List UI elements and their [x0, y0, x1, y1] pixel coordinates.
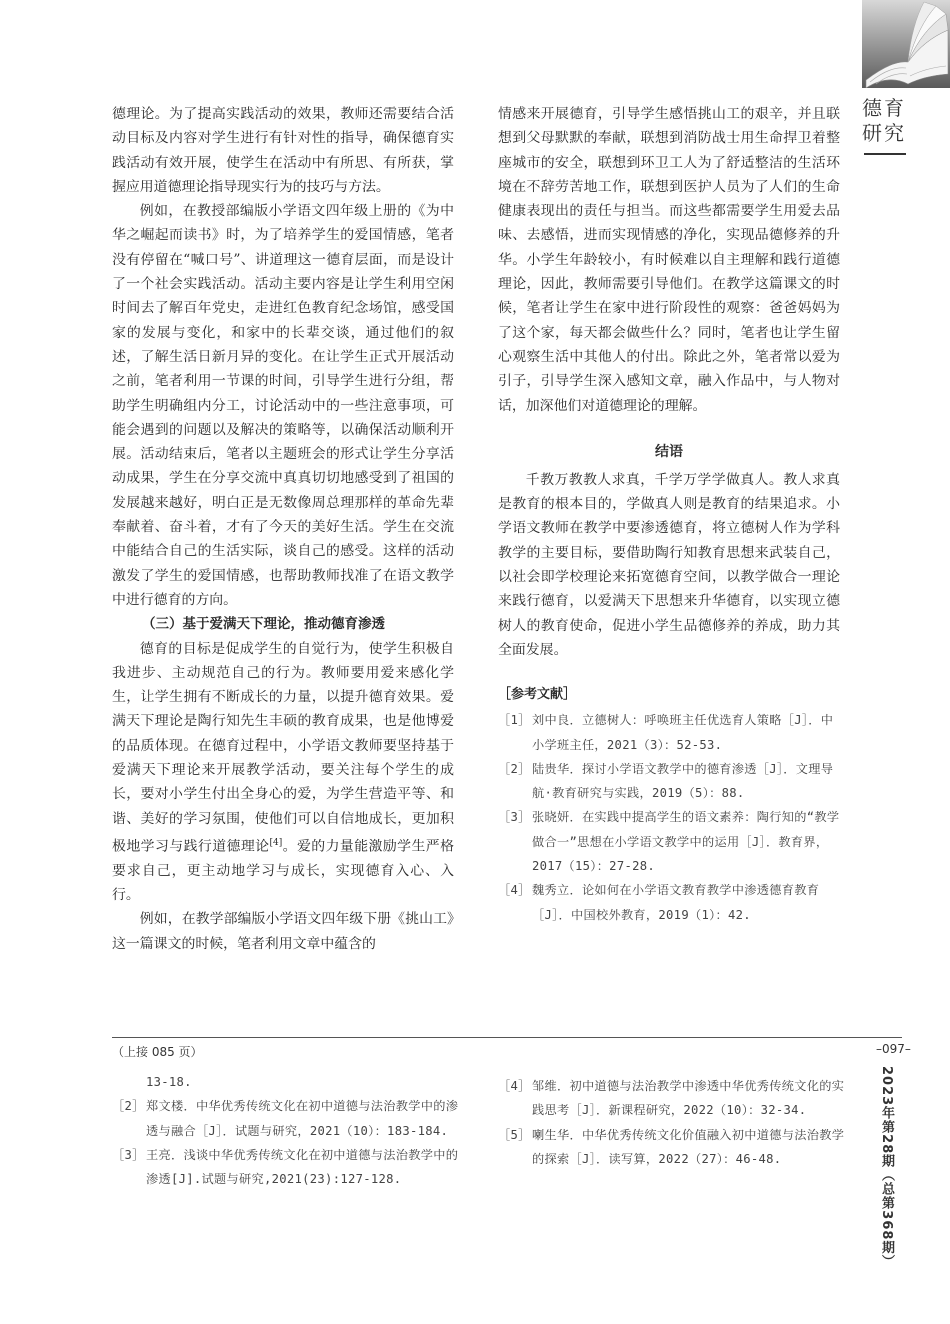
reference-number: ［4］ [498, 1079, 531, 1093]
right-column [498, 102, 840, 927]
reference-text: 刘中良．立德树人：呼唤班主任优选育人策略［J］．中小学班主任，2021（3）：52-53. [532, 713, 834, 752]
reference-text: 魏秀立．论如何在小学语文教育教学中渗透德育教育［J］．中国校外教育，2019（1）：42. [532, 883, 820, 922]
reference-number: ［3］ [498, 810, 531, 825]
citation-marker: [4] [269, 837, 283, 848]
reference-text: 王亮．浅谈中华优秀传统文化在初中道德与法治教学中的渗透[J].试题与研究,2021(23):127-128. [146, 1147, 459, 1187]
reference-number: ［2］ [498, 761, 531, 776]
paragraph [112, 637, 454, 908]
reference-text: 邹维．初中道德与法治教学中渗透中华优秀传统文化的实践思考［J］．新课程研究，2022（10）：32-34. [532, 1079, 845, 1118]
continued-references-right [498, 1074, 848, 1171]
section-divider [112, 1037, 902, 1038]
continued-note: （上接 085 页） [112, 1045, 203, 1059]
section-heading: （三）基于爱满天下理论，推动德育渗透 [142, 616, 385, 633]
paragraph: 情感来开展德育，引导学生感悟挑山工的艰辛，并且联想到父母默默的奉献，联想到消防战士用生命捍卫着整座城市的安全，联想到环卫工人为了舒适整洁的生活环境在不辞劳苦地工作，联想到医护人员为了人们的生命健康表现出的责任与担当。而这些都需要学生用爱去品味、去感悟，进而实现情感的净化，实现品德修养的升华。小学生年龄较小，有时候难以自主理解和践行道德理论，因此，教师需要引导他们。在教学这篇课文的时候，笔者让学生在家中进行阶段性的观察：爸爸妈妈为了这个家，每天都会做些什么？同时，笔者也让学生留心观察生活中其他人的付出。除此之外，笔者常以爱为引子，引导学生深入感知文章，融入作品中，与人物对话，加深他们对道德理论的理解。 [498, 106, 840, 414]
page-number: –097– [876, 1042, 911, 1056]
paragraph-text: 。爱的力量能激励学生严格要求自己，更主动地学习与成长，实现德育入心、入行。 [112, 838, 454, 904]
open-book-illustration [862, 0, 950, 88]
reference-item [112, 1143, 462, 1192]
continued-references-left [112, 1070, 462, 1191]
paragraph: 例如，在教学部编版小学语文四年级下册《挑山工》这一篇课文的时候，笔者利用文章中蕴含的 [112, 911, 454, 952]
section-label: 德育研究 [862, 96, 906, 145]
reference-item [498, 708, 840, 757]
reference-item [498, 805, 840, 878]
issue-info: 2023年第28期（总第368期） [879, 1066, 894, 1269]
left-column [112, 102, 454, 956]
paragraph: 千教万教教人求真，千学万学学做真人。教人求真是教育的根本目的，学做真人则是教育的结果追求。小学语文教师在教学中要渗透德育，将立德树人作为学科教学的主要目标，要借助陶行知教育思想来武装自己，以社会即学校理论来拓宽德育空间，以教学做合一理论来践行德育，以爱满天下思想来升华德育，以实现立德树人的教育使命，促进小学生品德修养的养成，助力其全面发展。 [498, 471, 840, 658]
reference-item [498, 1074, 848, 1123]
section-label-rule [864, 153, 906, 155]
reference-number: ［2］ [112, 1099, 145, 1114]
reference-text: 张晓妍．在实践中提高学生的语文素养：陶行知的“教学做合一”思想在小学语文教学中的运用［J］．教育界，2017（15）：27-28. [532, 810, 840, 874]
reference-item [112, 1070, 462, 1094]
references-heading: ［参考文献］ [498, 687, 577, 703]
reference-text: 陆贵华．探讨小学语文教学中的德育渗透［J］．文理导航·教育研究与实践，2019（5）：88. [532, 761, 834, 801]
reference-item [112, 1094, 462, 1143]
reference-item [498, 878, 840, 927]
reference-number: ［4］ [498, 883, 531, 898]
reference-number: ［1］ [498, 713, 531, 728]
reference-text: 喇生华．中华优秀传统文化价值融入初中道德与法治教学的探索［J］．读写算，2022（27）：46-48. [532, 1127, 845, 1166]
paragraph-text: 德育的目标是促成学生的自觉行为，使学生积极自我进步、主动规范自己的行为。教师要用爱来感化学生，让学生拥有不断成长的力量，以提升德育效果。爱满天下理论是陶行知先生丰硕的教育成果，也是他博爱的品质体现。在德育过程中，小学语文教师要坚持基于爱满天下理论来开展教学活动，要关注每个学生的成长，要对小学生付出全身心的爱，为学生营造平等、和谐、美好的学习氛围，使他们可以自信地成长，更加积极地学习与践行道德理论 [112, 640, 454, 855]
reference-number: ［3］ [112, 1147, 145, 1162]
reference-text: 13-18. [146, 1075, 192, 1089]
reference-text: 郑文楼．中华优秀传统文化在初中道德与法治教学中的渗透与融合［J］．试题与研究，2021（10）：183-184. [146, 1099, 459, 1138]
reference-item [498, 757, 840, 806]
reference-item [498, 1123, 848, 1172]
reference-number: ［5］ [498, 1127, 531, 1142]
conclusion-heading: 结语 [655, 443, 683, 460]
paragraph: 例如，在教授部编版小学语文四年级上册的《为中华之崛起而读书》时，为了培养学生的爱国情感，笔者没有停留在“喊口号”、讲道理这一德育层面，而是设计了一个社会实践活动。活动主要内容是让学生利用空闲时间去了解百年党史，走进红色教育纪念场馆，感受国家的发展与变化，和家中的长辈交谈，通过他们的叙述，了解生活日新月异的变化。在让学生正式开展活动之前，笔者利用一节课的时间，引导学生进行分组，帮助学生明确组内分工，讨论活动中的一些注意事项，可能会遇到的问题以及解决的策略等，以确保活动顺利开展。活动结束后，笔者以主题班会的形式让学生分享活动成果，学生在分享交流中真真切切地感受到了祖国的发展越来越好，明白正是无数像周总理那样的革命先辈奉献着、奋斗着，才有了今天的美好生活。学生在交流中能结合自己的生活实际，谈自己的感受。这样的活动激发了学生的爱国情感，也帮助教师找准了在语文教学中进行德育的方向。 [112, 203, 454, 608]
reference-list [498, 708, 840, 927]
paragraph: 德理论。为了提高实践活动的效果，教师还需要结合活动目标及内容对学生进行有针对性的指导，确保德育实践活动有效开展，使学生在活动中有所思、有所获，掌握应用道德理论指导现实行为的技巧与方法。 [112, 106, 454, 195]
